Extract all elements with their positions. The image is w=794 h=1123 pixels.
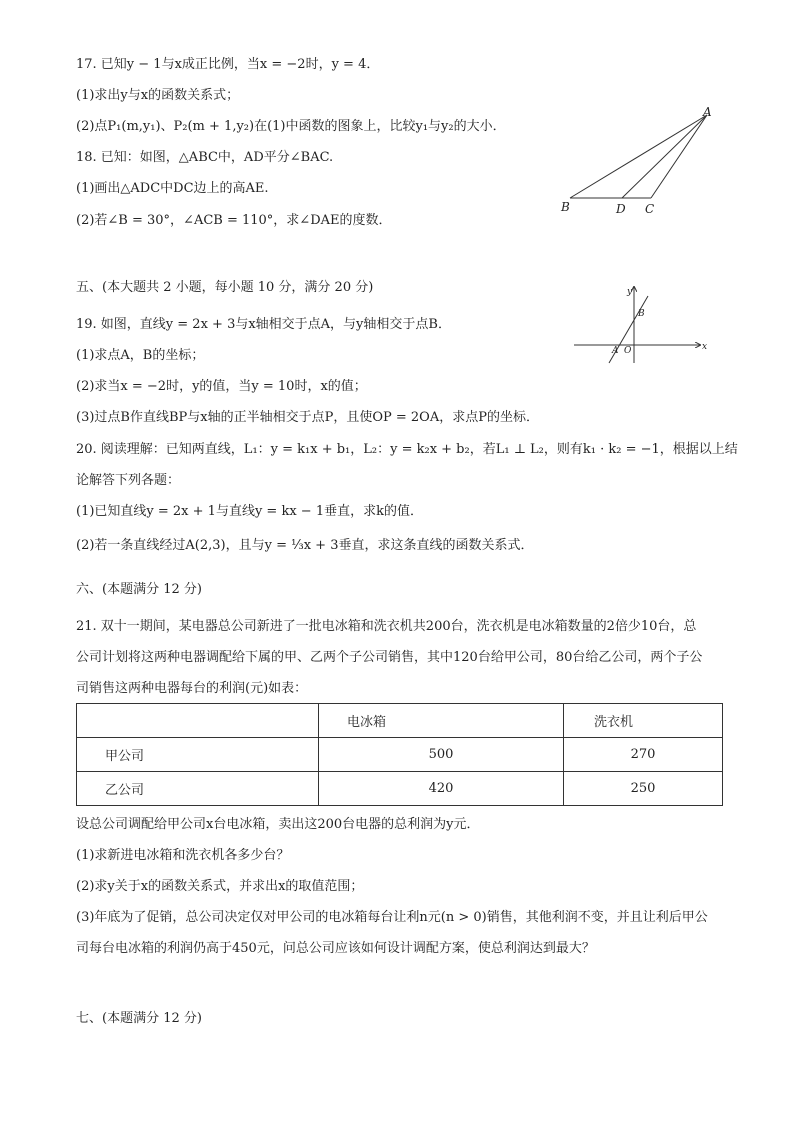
profit-table [76,703,723,806]
q20-part1: (1)已知直线y = 2x + 1与直线y = kx − 1垂直，求k的值． [76,504,423,519]
segment-ac [651,115,707,198]
q19-stem: 19. 如图，直线y = 2x + 3与x轴相交于点A，与y轴相交于点B． [76,317,451,332]
table-cell-fridge: 420 [319,772,564,806]
label-a: A [703,105,712,119]
q21-stem-line2: 公司计划将这两种电器调配给下属的甲、乙两个子公司销售，其中120台给甲公司，80台给乙公司，两个子公 [76,650,703,665]
table-header-cell [77,704,319,738]
table-header-row [77,704,723,738]
table-cell-company: 乙公司 [77,772,319,806]
line-graph-figure [572,283,712,365]
q17-part2: (2)点P₁(m,y₁)、P₂(m + 1,y₂)在(1)中函数的图象上，比较y₁与y₂的大小． [76,119,506,134]
q21-stem-line3: 司销售这两种电器每台的利润(元)如表： [76,681,308,696]
label-o: O [624,346,632,356]
segment-ad [622,115,707,198]
q19-part1: (1)求点A，B的坐标； [76,348,205,363]
q20-stem-line2: 论解答下列各题： [76,473,181,488]
segment-ab [570,115,707,198]
triangle-figure [555,105,720,220]
section5-title: 五、(本大题共 2 小题，每小题 10 分，满分 20 分) [76,280,374,295]
label-d: D [616,202,626,216]
table-cell-washer: 270 [564,738,723,772]
q18-part2: (2)若∠B = 30°，∠ACB = 110°，求∠DAE的度数． [76,213,392,228]
table-row [77,772,723,806]
label-b: B [638,309,645,319]
q19-part3: (3)过点B作直线BP与x轴的正半轴相交于点P，且使OP = 2OA，求点P的坐标． [76,410,539,425]
q18-stem: 18. 已知：如图，△ABC中，AD平分∠BAC. [76,150,334,165]
label-x: x [702,342,708,352]
table-header-cell: 洗衣机 [564,704,723,738]
label-y: y [627,287,633,297]
q21-part3-line1: (3)年底为了促销，总公司决定仅对甲公司的电冰箱每台让利n元(n > 0)销售，其他利润不变，并且让利后甲公 [76,910,708,925]
label-c: C [645,202,655,216]
q21-part1: (1)求新进电冰箱和洗衣机各多少台？ [76,848,290,863]
q18-part1: (1)画出△ADC中DC边上的高AE. [76,181,269,196]
q17-stem: 17. 已知y − 1与x成正比例，当x = −2时，y = 4． [76,57,380,72]
table-cell-company: 甲公司 [77,738,319,772]
section6-title: 六、(本题满分 12 分) [76,582,202,597]
label-b: B [561,200,570,214]
label-a: A [612,346,619,356]
q21-part3-line2: 司每台电冰箱的利润仍高于450元，问总公司应该如何设计调配方案，使总利润达到最大？ [76,941,595,956]
q17-part1: (1)求出y与x的函数关系式； [76,88,240,103]
section7-title: 七、(本题满分 12 分) [76,1011,202,1026]
q21-part2: (2)求y关于x的函数关系式，并求出x的取值范围； [76,879,364,894]
q20-part2: (2)若一条直线经过A(2,3)，且与y = ⅓x + 3垂直，求这条直线的函数关系式． [76,538,534,553]
table-header-cell: 电冰箱 [319,704,564,738]
table-cell-washer: 250 [564,772,723,806]
table-cell-fridge: 500 [319,738,564,772]
table-row [77,738,723,772]
q20-stem-line1: 20. 阅读理解：已知两直线，L₁：y = k₁x + b₁，L₂：y = k₂x + b₂，若L₁ ⊥ L₂，则有k₁ · k₂ = −1，根据以上结 [76,442,738,457]
q21-stem-line1: 21. 双十一期间，某电器总公司新进了一批电冰箱和洗衣机共200台，洗衣机是电冰箱数量的2倍少10台，总 [76,619,697,634]
q19-part2: (2)求当x = −2时，y的值，当y = 10时，x的值； [76,379,367,394]
q21-after-table: 设总公司调配给甲公司x台电冰箱，卖出这200台电器的总利润为y元． [76,817,480,832]
